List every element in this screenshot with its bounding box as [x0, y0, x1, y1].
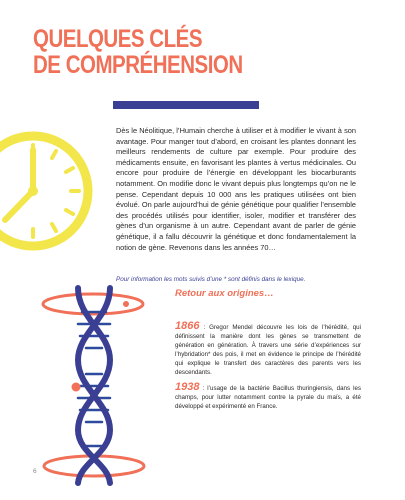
timeline-year: 1938 — [175, 381, 200, 393]
timeline-text: : Gregor Mendel découvre les lois de l’hérédité, qui définissent la manière dont les gènes se transmettent de génération en génération. À travers une série d’expériences sur l’hybridation* des pois, il met en évidence le principe de l’hérédité qui explique le transfert des caractères des parents vers les descendants. — [175, 324, 361, 377]
timeline-year: 1866 — [175, 320, 200, 332]
page-title-line-2: DE COMPRÉHENSION — [33, 51, 243, 79]
page-title — [33, 26, 243, 78]
timeline-text: : l’usage de la bactérie Bacillus thuringiensis, dans les champs, pour lutter notamment contre la pyrale du maïs, a été développé et expérimenté en France. — [175, 385, 361, 411]
page-title-line-1: QUELQUES CLÉS — [33, 25, 203, 53]
timeline-entry — [175, 322, 361, 378]
page-number: 6 — [33, 468, 37, 475]
dna-helix-illustration — [38, 278, 158, 490]
timeline-entry — [175, 383, 361, 411]
section-title-origins: Retour aux origines… — [175, 288, 274, 299]
intro-paragraph: Dès le Néolitique, l’Humain cherche à utiliser et à modifier le vivant à son avantage. Pour manger tout d’abord, en croisant les plantes donnant les meilleurs rendements de culture par exemple. Pour produire des médicaments ensuite, en favorisant les plantes à vertus médicinales. Ou encore pour produire de l’énergie en développant les biocarburants notamment. On modifie donc le vivant depuis plus longtemps qu’on ne le pense. Cependant depuis 10 000 ans les pratiques utilisées ont bien évolué. On parle aujourd’hui de génie génétique pour qualifier l’ensemble des procédés utilisés pour identifier, isoler, modifier et transférer des gènes d’un organisme à un autre. Cependant avant de parler de génie génétique, il a fallu découvrir la génétique et donc fondamentalement la notion de gène. Revenons dans les années 70… — [116, 126, 356, 252]
lexicon-note: Pour information les mots suivis d’une * sont définis dans le lexique. — [116, 276, 306, 283]
title-underline-bar — [113, 101, 259, 109]
